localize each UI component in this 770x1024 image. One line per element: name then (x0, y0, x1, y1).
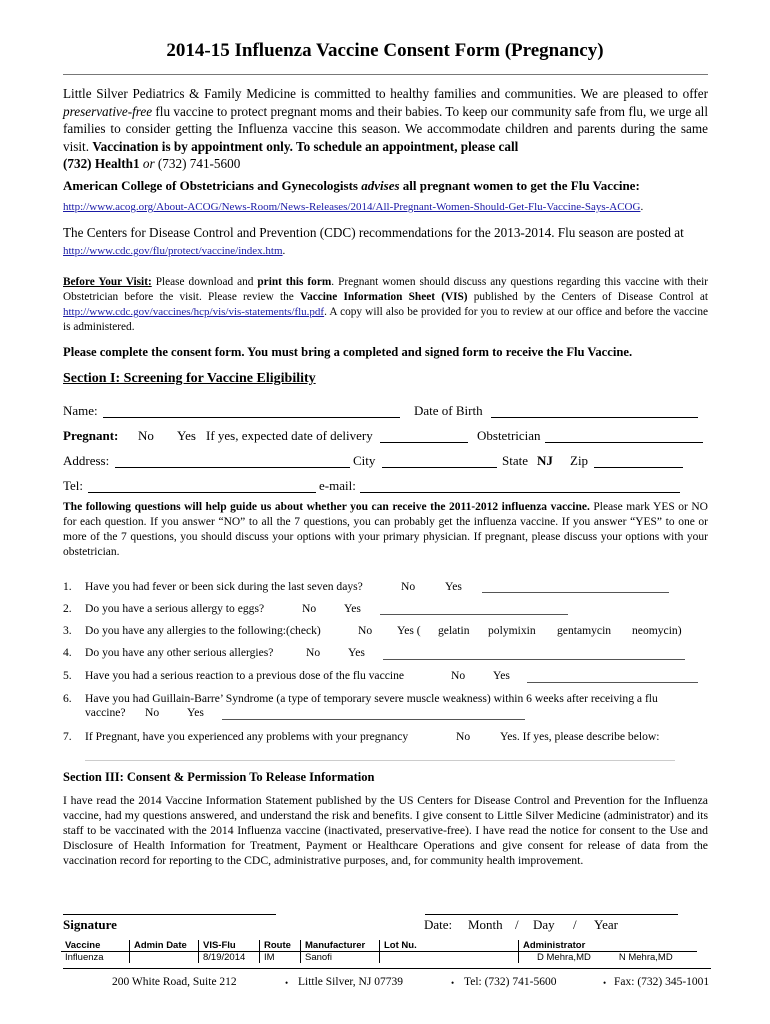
date-month: Month (468, 917, 503, 932)
allergy-polymixin-option[interactable]: polymixin (488, 624, 536, 637)
dob-field[interactable] (491, 405, 698, 418)
q5-details-field[interactable] (527, 670, 698, 683)
question-text: Have you had a serious reaction to a previous dose of the flu vaccine (85, 669, 405, 682)
col-vis-flu: VIS-Flu (199, 940, 260, 952)
cell-manufacturer: Sanofi (301, 952, 380, 964)
q3-no-option[interactable]: No (358, 624, 373, 637)
q6-details-field[interactable] (222, 707, 525, 720)
signature-label: Signature (63, 917, 117, 932)
pregnant-yes-option[interactable]: Yes (177, 428, 196, 443)
question-text: Have you had Guillain-Barre’ Syndrome (a type of temporary severe muscle weakness) within 6 weeks after receiving a flu (85, 692, 658, 705)
date-label: Date: (424, 917, 453, 932)
col-vaccine: Vaccine (61, 940, 130, 952)
cdc-statement: The Centers for Disease Control and Prevention (CDC) recommendations for the 2013-2014. Flu season are posted at http://www.cdc.gov/flu/protect/vaccine/index.htm. (63, 225, 684, 257)
allergy-gelatin-option[interactable]: gelatin (438, 624, 470, 637)
cell-lot-number[interactable] (380, 952, 519, 964)
question-text-cont: vaccine? (85, 706, 126, 719)
cell-admin-date[interactable] (130, 952, 199, 964)
question-number: 4. (63, 646, 72, 659)
col-route: Route (260, 940, 301, 952)
footer-bullet: • (603, 978, 607, 988)
footer-fax: Fax: (732) 345-1001 (614, 976, 710, 988)
footer-divider (63, 968, 711, 969)
cell-vis-flu: 8/19/2014 (199, 952, 260, 964)
administrator-option[interactable]: N Mehra,MD (618, 952, 673, 963)
footer-tel: Tel: (732) 741-5600 (464, 976, 557, 988)
date-field[interactable] (425, 914, 678, 915)
zip-label: Zip (570, 453, 589, 468)
question-number: 5. (63, 669, 72, 682)
name-field[interactable] (103, 405, 400, 418)
allergy-neomycin-option[interactable]: neomycin) (632, 624, 682, 637)
col-lot-number: Lot Nu. (380, 940, 519, 952)
city-label: City (353, 453, 376, 468)
question-text: If Pregnant, have you experienced any problems with your pregnancy (85, 730, 409, 743)
acog-link[interactable]: http://www.acog.org/About-ACOG/News-Room/News-Releases/2014/All-Pregnant-Women-Should-Get-Flu-Vaccine-Says-ACOG (63, 201, 641, 213)
name-label: Name: (63, 403, 98, 418)
q7-no-option[interactable]: No (456, 730, 471, 743)
question-number: 2. (63, 602, 72, 615)
email-label: e-mail: (319, 478, 356, 493)
q6-yes-option[interactable]: Yes (187, 706, 204, 719)
section1-heading: Section I: Screening for Vaccine Eligibility (63, 371, 316, 386)
col-manufacturer: Manufacturer (301, 940, 380, 952)
zip-field[interactable] (594, 455, 683, 468)
q4-no-option[interactable]: No (306, 646, 321, 659)
allergy-gentamycin-option[interactable]: gentamycin (557, 624, 612, 637)
address-field[interactable] (115, 455, 350, 468)
col-admin-date: Admin Date (130, 940, 199, 952)
q4-yes-option[interactable]: Yes (348, 646, 365, 659)
question-number: 1. (63, 580, 72, 593)
question-text: Have you had fever or been sick during the last seven days? (85, 580, 363, 593)
obstetrician-label: Obstetrician (477, 428, 541, 443)
city-field[interactable] (382, 455, 497, 468)
before-your-visit: Before Your Visit: Please download and print this form. Pregnant women should discuss any questions regarding this vaccine with their Obstetrician before the visit. Please review the Vaccine Information Sheet (VIS) published by the Centers of Disease Control at http://www.cdc.gov/vaccines/hcp/vis/vis-statements/flu.pdf. A copy will also be provided for you to review at our office and before the vaccine is administered. (63, 276, 708, 333)
question-number: 7. (63, 730, 72, 743)
q2-yes-option[interactable]: Yes (344, 602, 361, 615)
q7-description-line[interactable] (85, 760, 675, 761)
state-value: NJ (537, 453, 553, 468)
cell-vaccine: Influenza (65, 952, 104, 963)
address-label: Address: (63, 453, 110, 468)
question-text: Do you have any allergies to the following:(check) (85, 624, 321, 637)
q2-details-field[interactable] (380, 602, 568, 615)
delivery-date-field[interactable] (380, 430, 468, 443)
q2-no-option[interactable]: No (302, 602, 317, 615)
vis-link[interactable]: http://www.cdc.gov/vaccines/hcp/vis/vis-statements/flu.pdf (63, 306, 325, 318)
section3-heading: Section III: Consent & Permission To Release Information (63, 770, 375, 784)
consent-paragraph: I have read the 2014 Vaccine Information Statement published by the US Centers for Disease Control and Prevention for the Influenza vaccine, had my questions answered, and understand the risk and benefits. I give consent to Little Silver Medicine (administrator) and its staff to be vaccinated with the 2014 Influenza vaccine (inactivated, preservative-free). I have read the notice for consent to the Use and Disclosure of Health Information for Treatment, Payment or Healthcare Operations and give consent for release of data from the vaccination record for reporting to the CDC, administrative purposes, and, for community health improvement. (63, 794, 708, 867)
question-text: Do you have a serious allergy to eggs? (85, 602, 265, 615)
state-label: State (502, 453, 528, 468)
footer-bullet: • (285, 978, 289, 988)
obstetrician-field[interactable] (545, 430, 703, 443)
q4-details-field[interactable] (383, 647, 685, 660)
q1-details-field[interactable] (482, 580, 669, 593)
question-number: 6. (63, 692, 72, 705)
administrator-option[interactable]: D Mehra,MD (537, 952, 591, 963)
question-number: 3. (63, 624, 72, 637)
tel-label: Tel: (63, 478, 84, 493)
acog-statement: American College of Obstetricians and Gynecologists advises all pregnant women to get the Flu Vaccine: (63, 178, 640, 193)
page-title: 2014-15 Influenza Vaccine Consent Form (Pregnancy) (166, 40, 604, 61)
dob-label: Date of Birth (414, 403, 483, 418)
pregnant-label: Pregnant: (63, 428, 119, 443)
complete-form-notice: Please complete the consent form. You must bring a completed and signed form to receive the Flu Vaccine. (63, 345, 633, 359)
col-administrator: Administrator (519, 940, 698, 952)
q1-no-option[interactable]: No (401, 580, 416, 593)
footer-bullet: • (451, 978, 455, 988)
q6-no-option[interactable]: No (145, 706, 160, 719)
date-day: Day (533, 917, 555, 932)
signature-field[interactable] (63, 914, 276, 915)
q7-yes-option[interactable]: Yes. If yes, please describe below: (500, 730, 660, 743)
cell-administrator[interactable] (519, 952, 698, 964)
footer-address: 200 White Road, Suite 212 (112, 976, 237, 988)
administration-table (61, 940, 697, 963)
email-field[interactable] (360, 480, 680, 493)
q1-yes-option[interactable]: Yes (445, 580, 462, 593)
q3-yes-option[interactable]: Yes ( (397, 624, 421, 637)
date-sep: / (515, 917, 519, 932)
screening-instructions: The following questions will help guide us about whether you can receive the 2011-2012 influenza vaccine. Please mark YES or NO for each question. If you answer “NO” to all the 7 questions, you can probably get the influenza vaccine. If you answer “YES” to one or more of the 7 questions, you should discuss your options with your primary physician. If pregnant, please discuss your options with your obstetrician. (63, 501, 708, 558)
delivery-date-label: If yes, expected date of delivery (206, 428, 373, 443)
table-row (61, 952, 697, 964)
tel-field[interactable] (88, 480, 316, 493)
intro-paragraph: Little Silver Pediatrics & Family Medicine is committed to healthy families and communities. We are pleased to offer preservative-free flu vaccine to protect pregnant moms and their babies. To keep our community safe from flu, we urge all families to consider getting the Influenza vaccine this season. We accommodate children and parents during the same visit. Vaccination is by appointment only. To schedule an appointment, please call (732) Health1 or (732) 741-5600 (63, 86, 708, 171)
date-year: Year (594, 917, 618, 932)
cell-route: IM (260, 952, 301, 964)
date-sep: / (573, 917, 577, 932)
cdc-link[interactable]: http://www.cdc.gov/flu/protect/vaccine/index.htm (63, 245, 283, 257)
footer-city: Little Silver, NJ 07739 (298, 976, 403, 988)
pregnant-no-option[interactable]: No (138, 428, 154, 443)
table-header-row (61, 940, 697, 952)
title-divider (63, 74, 708, 75)
q5-no-option[interactable]: No (451, 669, 466, 682)
q5-yes-option[interactable]: Yes (493, 669, 510, 682)
question-text: Do you have any other serious allergies? (85, 646, 274, 659)
